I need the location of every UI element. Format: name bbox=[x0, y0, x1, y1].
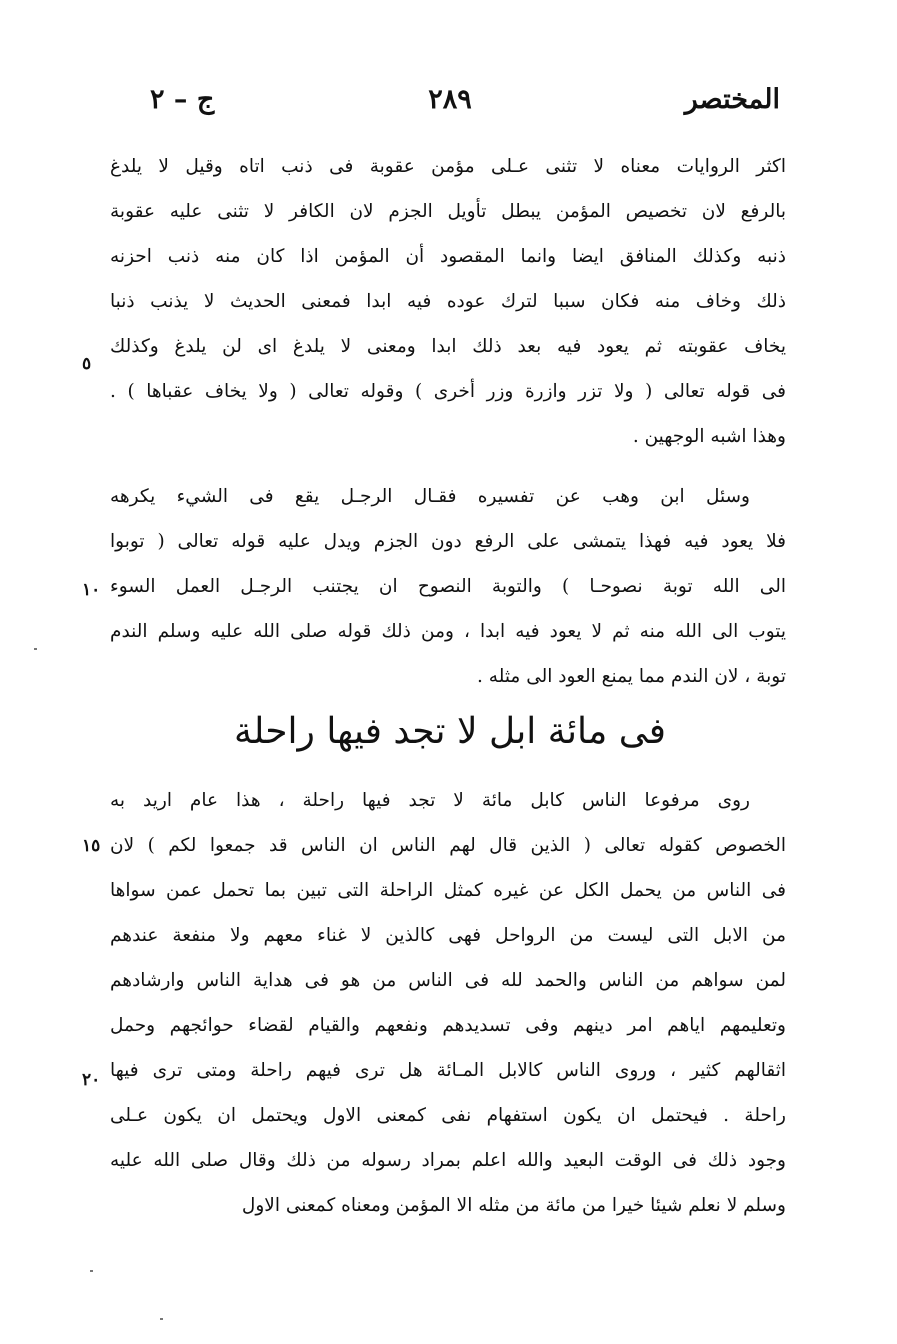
scan-speck bbox=[160, 1318, 163, 1320]
header-page-number: ٢٨٩ bbox=[428, 84, 472, 115]
header-volume: ج – ٢ bbox=[150, 84, 215, 115]
scan-speck bbox=[90, 1270, 93, 1272]
line-number-5: ٥ bbox=[82, 354, 92, 374]
paragraph-2 bbox=[110, 474, 786, 699]
text-line: وسئل ابن وهب عن تفسيره فقـال الرجـل يقع فى الشيء يكرهه bbox=[110, 486, 750, 507]
text-line: وتعليمهم اياهم امر دينهم وفى تسديدهم ونفعهم والقيام لقضاء حوائجهم وحمل bbox=[110, 1015, 786, 1036]
text-line: يخاف عقوبته ثم يعود فيه بعد ذلك ابدا ومعنى لا يلدغ اى لن يلدغ وكذلك bbox=[110, 336, 786, 357]
text-line: اكثر الروايات معناه لا تثنى عـلى مؤمن عقوبة فى ذنب اتاه وقيل لا يلدغ bbox=[110, 156, 786, 177]
header-book-title: المختصر bbox=[684, 84, 780, 115]
text-line: وهذا اشبه الوجهين . bbox=[632, 426, 786, 447]
text-line: الى الله توبة نصوحـا ) والتوبة النصوح ان يجتنب الرجـل العمل السوء bbox=[110, 576, 786, 597]
text-line: وسلم لا نعلم شيئا خيرا من مائة من مثله الا المؤمن ومعناه كمعنى الاول bbox=[241, 1195, 786, 1216]
running-header bbox=[120, 84, 780, 130]
text-line: ذلك وخاف منه فكان سببا لترك عوده فيه ابدا فمعنى الحديث لا يذنب ذنبا bbox=[110, 291, 786, 312]
scan-speck bbox=[34, 648, 37, 650]
text-line: روى مرفوعا الناس كابل مائة لا تجد فيها راحلة ، هذا عام اريد به bbox=[110, 790, 750, 811]
text-line: وجود ذلك فى الوقت البعيد والله اعلم بمراد رسوله من ذلك وقال صلى الله عليه bbox=[110, 1150, 786, 1171]
text-line: لمن سواهم من الناس والحمد لله فى الناس من هو فى هداية الناس وارشادهم bbox=[110, 970, 786, 991]
text-line: اثقالهم كثير ، وروى الناس كالابل المـائة هل ترى فيهم راحلة ومتى ترى فيها bbox=[110, 1060, 786, 1081]
line-number-15: ١٥ bbox=[82, 836, 101, 856]
paragraph-1 bbox=[110, 144, 786, 459]
paragraph-3 bbox=[110, 778, 786, 1228]
line-number-10: ١٠ bbox=[82, 580, 101, 600]
text-line: فى الناس من يحمل الكل عن غيره كمثل الراحلة التى تبين بما تحمل عمن سواها bbox=[110, 880, 786, 901]
section-heading: فى مائة ابل لا تجد فيها راحلة bbox=[234, 711, 666, 752]
line-number-20: ٢٠ bbox=[82, 1070, 101, 1090]
text-line: بالرفع لان تخصيص المؤمن يبطل تأويل الجزم لان الكافر لا تثنى عليه عقوبة bbox=[110, 201, 786, 222]
text-line: من الابل التى ليست من الرواحل فهى كالذين لا غناء معهم ولا منفعة عندهم bbox=[110, 925, 786, 946]
text-line: فى قوله تعالى ( ولا تزر وازرة وزر أخرى ) وقوله تعالى ( ولا يخاف عقباها ) . bbox=[110, 381, 786, 402]
text-line: يتوب الى الله منه ثم لا يعود فيه ابدا ، ومن ذلك قوله صلى الله عليه وسلم الندم bbox=[110, 621, 786, 642]
text-line: راحلة . فيحتمل ان يكون استفهام نفى كمعنى الاول ويحتمل ان يكون عـلى bbox=[110, 1105, 786, 1126]
text-line: ذنبه وكذلك المنافق ايضا وانما المقصود أن المؤمن اذا كان منه ذنب احزنه bbox=[110, 246, 786, 267]
text-line: الخصوص كقوله تعالى ( الذين قال لهم الناس ان الناس قد جمعوا لكم ) لان bbox=[110, 835, 786, 856]
text-line: توبة ، لان الندم مما يمنع العود الى مثله . bbox=[477, 666, 786, 687]
text-line: فلا يعود فيه فهذا يتمشى على الرفع دون الجزم ويدل عليه قوله تعالى ( توبوا bbox=[110, 531, 786, 552]
